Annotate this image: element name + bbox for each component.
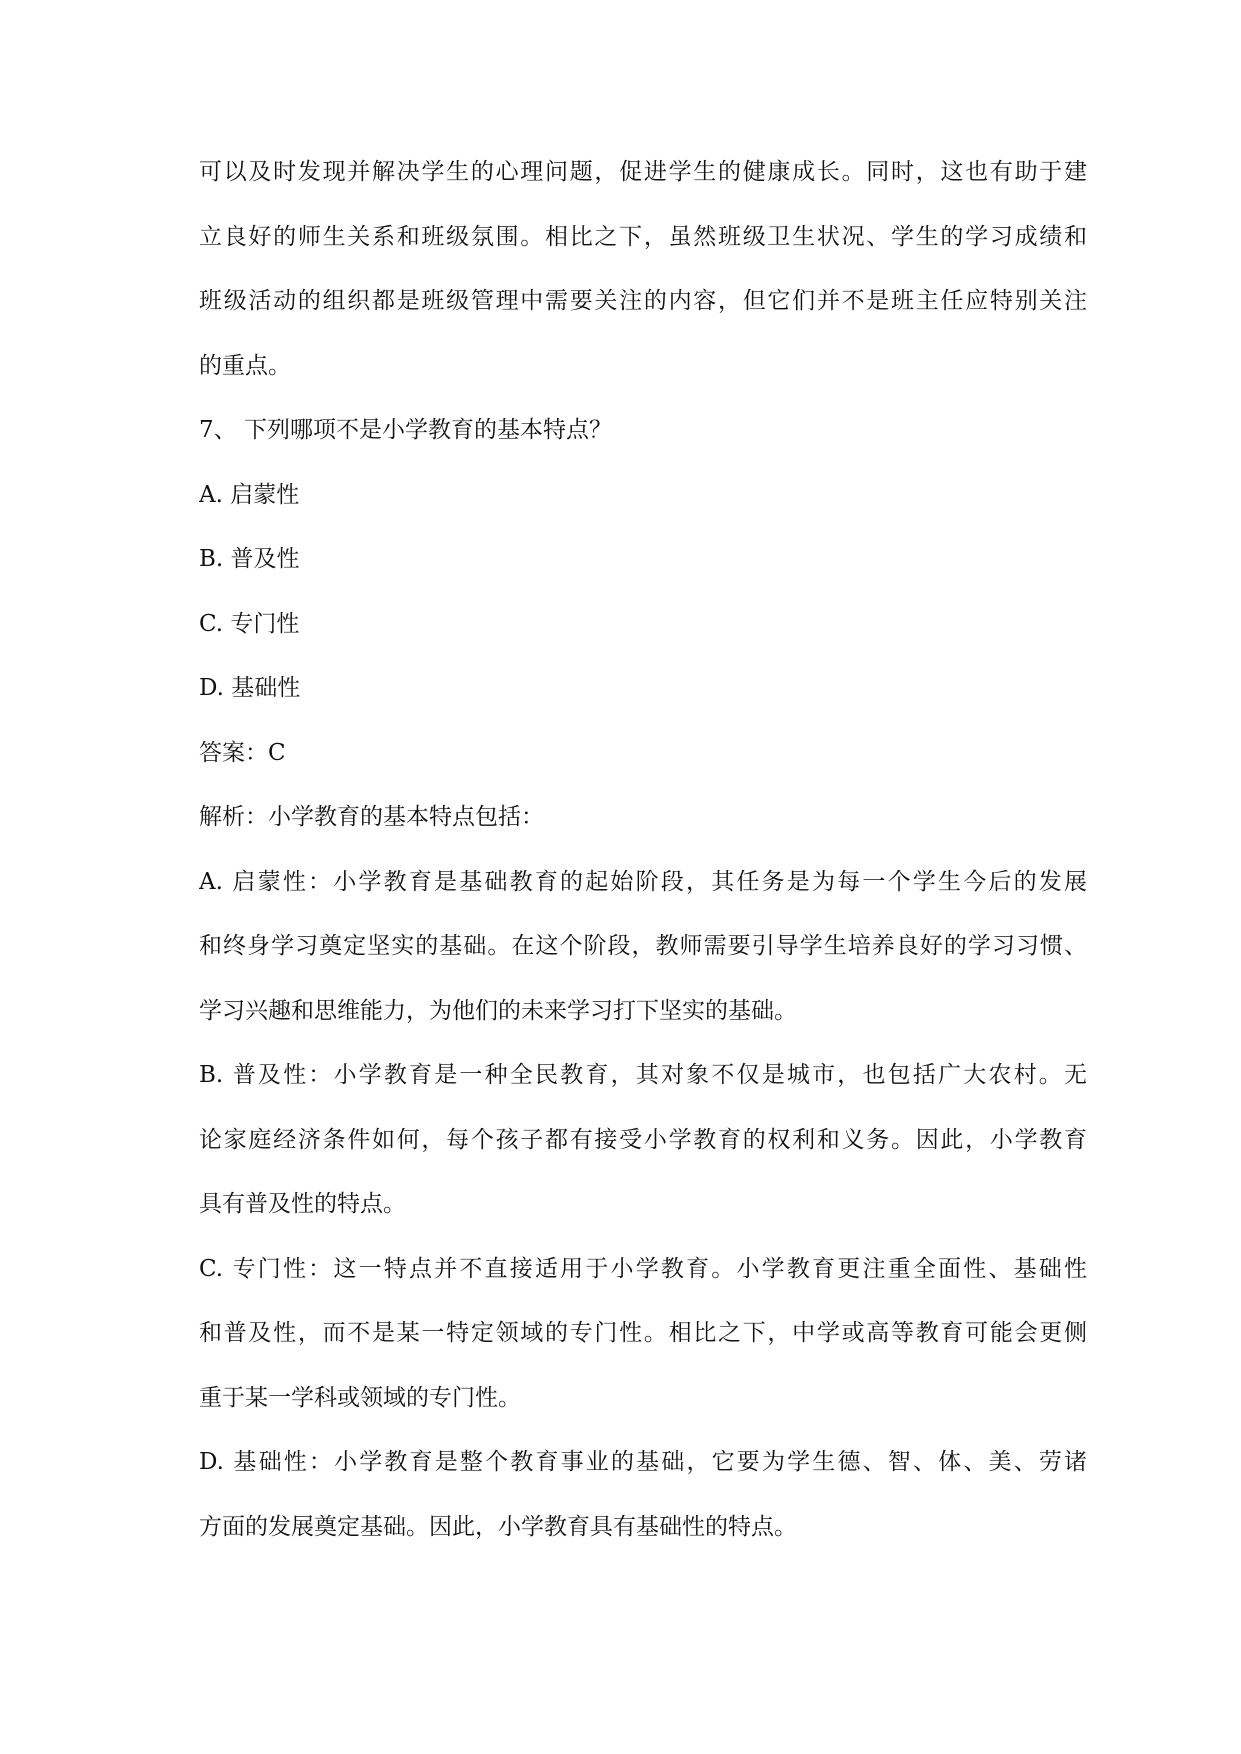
text-line: 和普及性，而不是某一特定领域的专门性。相比之下，中学或高等教育可能会更侧 <box>199 1320 1087 1346</box>
text-line: 具有普及性的特点。 <box>199 1191 406 1217</box>
text-line: C. 专门性：这一特点并不直接适用于小学教育。小学教育更注重全面性、基础性 <box>199 1255 1087 1282</box>
text-line: 班级活动的组织都是班级管理中需要关注的内容，但它们并不是班主任应特别关注 <box>199 288 1087 314</box>
text-line: 重于某一学科或领域的专门性。 <box>199 1384 521 1411</box>
text-line: 可以及时发现并解决学生的心理问题，促进学生的健康成长。同时，这也有助于建 <box>199 159 1087 185</box>
text-line: 学习兴趣和思维能力，为他们的未来学习打下坚实的基础。 <box>199 997 797 1024</box>
text-line: 立良好的师生关系和班级氛围。相比之下，虽然班级卫生状况、学生的学习成绩和 <box>199 223 1087 250</box>
option-c: C. 专门性 <box>199 610 300 637</box>
text-line: 方面的发展奠定基础。因此，小学教育具有基础性的特点。 <box>199 1513 797 1540</box>
text-line: 论家庭经济条件如何，每个孩子都有接受小学教育的权利和义务。因此，小学教育 <box>199 1126 1087 1153</box>
document-page <box>199 140 1087 1559</box>
text-line: B. 普及性：小学教育是一种全民教育，其对象不仅是城市，也包括广大农村。无 <box>199 1062 1087 1088</box>
option-b: B. 普及性 <box>199 546 300 572</box>
analysis-heading: 解析：小学教育的基本特点包括： <box>199 804 544 830</box>
text-line: A. 启蒙性：小学教育是基础教育的起始阶段，其任务是为每一个学生今后的发展 <box>199 868 1087 895</box>
answer-line: 答案：C <box>199 739 286 766</box>
option-a: A. 启蒙性 <box>199 481 300 508</box>
text-line: 的重点。 <box>199 352 291 379</box>
option-d: D. 基础性 <box>199 675 301 701</box>
question-text: 7、 下列哪项不是小学教育的基本特点？ <box>199 417 612 443</box>
text-line: D. 基础性：小学教育是整个教育事业的基础，它要为学生德、智、体、美、劳诸 <box>199 1449 1087 1475</box>
text-line: 和终身学习奠定坚实的基础。在这个阶段，教师需要引导学生培养良好的学习习惯、 <box>199 933 1087 959</box>
